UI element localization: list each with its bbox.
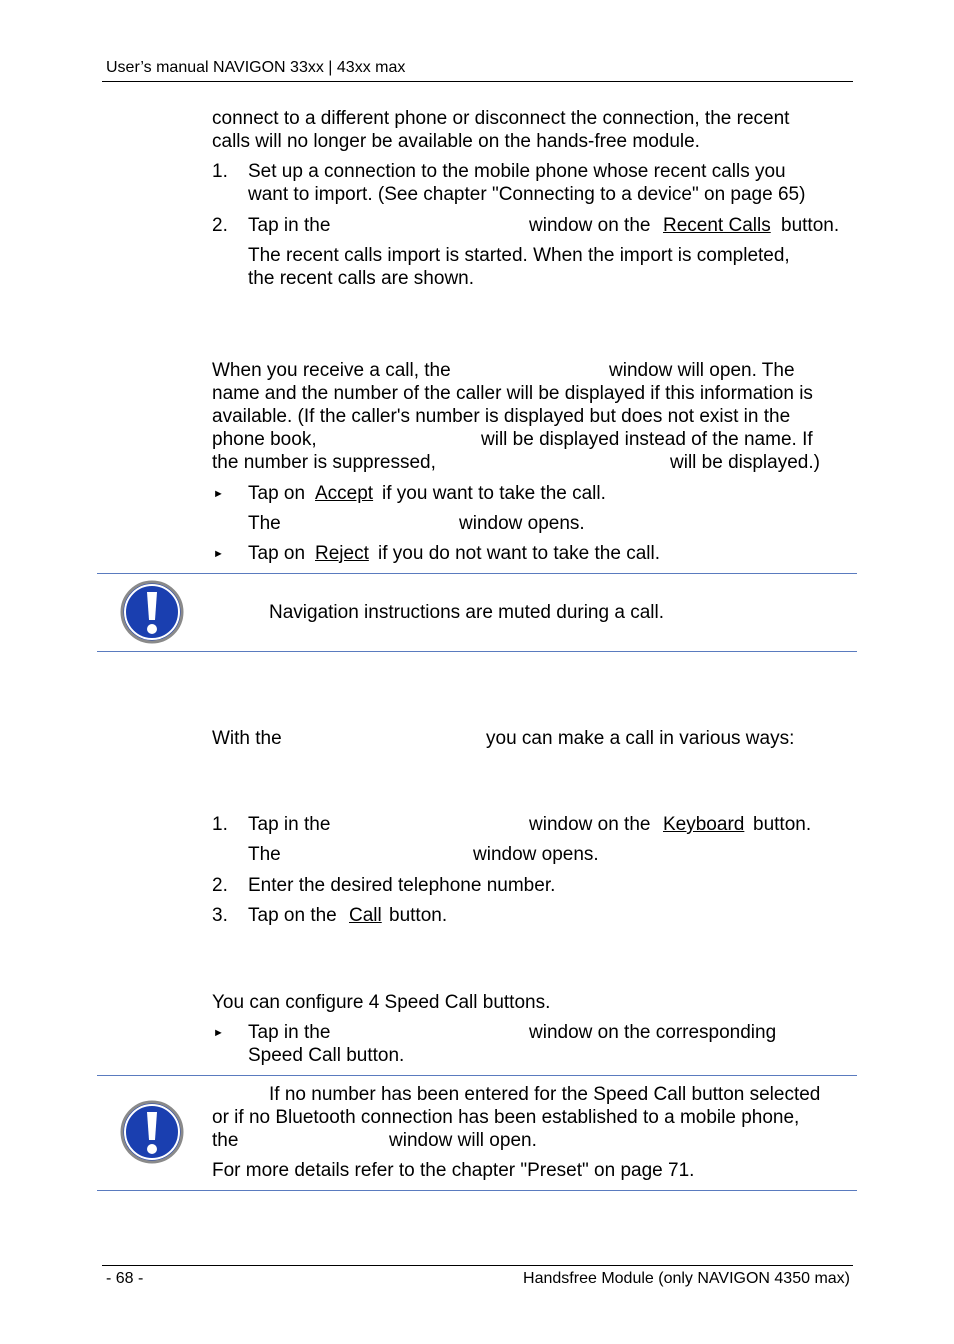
note-text: window will open. xyxy=(389,1130,537,1151)
paragraph-text: will be displayed.) xyxy=(670,452,820,473)
accept-link[interactable]: Accept xyxy=(315,483,374,504)
step-text: button. xyxy=(389,905,448,926)
header-title: User’s manual NAVIGON 33xx | 43xx max xyxy=(106,59,406,76)
footer-rule xyxy=(102,1265,853,1266)
result-text: The recent calls import is started. When the import is completed, xyxy=(248,245,790,266)
step-text: Speed Call button. xyxy=(248,1045,405,1066)
note-text: For more details refer to the chapter "Preset" on page 71. xyxy=(212,1160,695,1181)
note-text: If no number has been entered for the Speed Call button selected xyxy=(269,1084,821,1105)
bullet-icon: ► xyxy=(213,1027,224,1039)
step-number: 2. xyxy=(212,215,228,236)
step-text: Tap on xyxy=(248,543,306,564)
step-number: 2. xyxy=(212,875,228,896)
reject-link[interactable]: Reject xyxy=(315,543,369,564)
result-text: window opens. xyxy=(473,844,599,865)
call-link[interactable]: Call xyxy=(349,905,382,926)
paragraph-text: When you receive a call, the xyxy=(212,360,451,381)
exclamation-icon xyxy=(120,580,184,644)
paragraph-text: window will open. The xyxy=(609,360,795,381)
step-number: 3. xyxy=(212,905,228,926)
note-text: the xyxy=(212,1130,239,1151)
note-text: or if no Bluetooth connection has been established to a mobile phone, xyxy=(212,1107,800,1128)
keyboard-link[interactable]: Keyboard xyxy=(663,814,745,835)
step-text: window on the corresponding xyxy=(529,1022,777,1043)
step-number: 1. xyxy=(212,161,228,182)
step-text: window on the xyxy=(529,814,651,835)
intro-text: connect to a different phone or disconnect the connection, the recent xyxy=(212,108,790,129)
exclamation-icon xyxy=(120,1100,184,1164)
paragraph-text: you can make a call in various ways: xyxy=(486,728,795,749)
step-text: if you want to take the call. xyxy=(382,483,606,504)
step-text: Enter the desired telephone number. xyxy=(248,875,556,896)
intro-text: calls will no longer be available on the hands-free module. xyxy=(212,131,700,152)
header-rule xyxy=(102,81,853,82)
paragraph-text: name and the number of the caller will be displayed if this information is xyxy=(212,383,813,404)
paragraph-text: will be displayed instead of the name. If xyxy=(481,429,813,450)
step-text: Set up a connection to the mobile phone whose recent calls you xyxy=(248,161,786,182)
note-bottom-rule xyxy=(97,651,857,652)
step-text: Tap on the xyxy=(248,905,337,926)
paragraph-text: You can configure 4 Speed Call buttons. xyxy=(212,992,551,1013)
step-text: Tap in the xyxy=(248,814,331,835)
bullet-icon: ► xyxy=(213,488,224,500)
step-text: Tap in the xyxy=(248,215,331,236)
page-number: - 68 - xyxy=(106,1270,144,1287)
step-text: Tap in the xyxy=(248,1022,331,1043)
step-text: window on the xyxy=(529,215,651,236)
note-text: Navigation instructions are muted during a call. xyxy=(269,602,664,623)
result-text: The xyxy=(248,513,281,534)
paragraph-text: available. (If the caller's number is displayed but does not exist in the xyxy=(212,406,791,427)
chapter-title: Handsfree Module (only NAVIGON 4350 max) xyxy=(523,1270,850,1287)
note-top-rule xyxy=(97,1075,857,1076)
step-text: want to import. (See chapter "Connecting to a device" on page 65) xyxy=(248,184,806,205)
paragraph-text: the number is suppressed, xyxy=(212,452,436,473)
step-text: button. xyxy=(781,215,840,236)
step-text: if you do not want to take the call. xyxy=(378,543,661,564)
step-text: Tap on xyxy=(248,483,306,504)
bullet-icon: ► xyxy=(213,548,224,560)
recent-calls-link[interactable]: Recent Calls xyxy=(663,215,771,236)
note-bottom-rule xyxy=(97,1190,857,1191)
result-text: The xyxy=(248,844,281,865)
note-top-rule xyxy=(97,573,857,574)
paragraph-text: phone book, xyxy=(212,429,317,450)
step-number: 1. xyxy=(212,814,228,835)
result-text: the recent calls are shown. xyxy=(248,268,475,289)
paragraph-text: With the xyxy=(212,728,282,749)
step-text: button. xyxy=(753,814,812,835)
result-text: window opens. xyxy=(459,513,585,534)
